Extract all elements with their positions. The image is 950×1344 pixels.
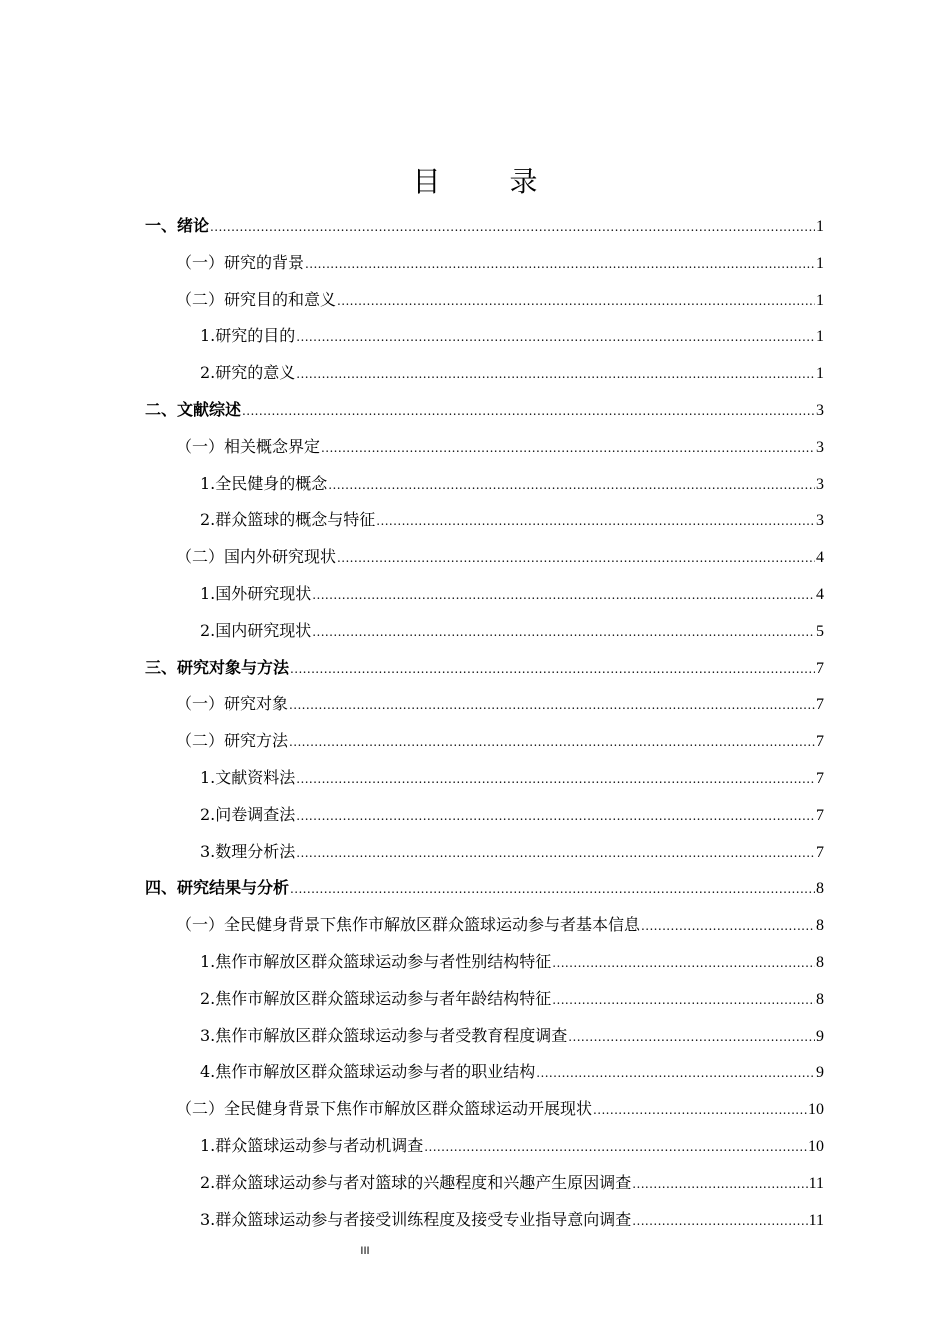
toc-entry-label: 四、研究结果与分析 — [145, 878, 290, 898]
toc-entry[interactable] — [0, 797, 824, 834]
toc-entry-page-number: 5 — [816, 622, 824, 640]
toc-entry-label: 1.全民健身的概念 — [200, 473, 328, 493]
toc-entry[interactable] — [0, 355, 824, 392]
toc-entry[interactable] — [0, 1091, 824, 1128]
toc-entry-page-number: 8 — [816, 880, 824, 898]
toc-entry-label: 3.群众篮球运动参与者接受训练程度及接受专业指导意向调查 — [200, 1209, 632, 1229]
dot-leader — [376, 502, 815, 540]
dot-leader — [337, 282, 815, 320]
dot-leader — [242, 392, 815, 430]
dot-leader — [552, 944, 815, 982]
dot-leader — [424, 1128, 807, 1166]
toc-entry-label: 2.国内研究现状 — [200, 620, 312, 640]
toc-entry[interactable] — [0, 870, 824, 907]
toc-entry[interactable] — [0, 1165, 824, 1202]
toc-entry-page-number: 3 — [816, 401, 824, 419]
dot-leader — [296, 797, 815, 835]
toc-entry[interactable] — [0, 834, 824, 871]
toc-entry[interactable] — [0, 907, 824, 944]
toc-entry-page-number: 7 — [816, 696, 824, 714]
toc-entry-label: （二）全民健身背景下焦作市解放区群众篮球运动开展现状 — [176, 1099, 593, 1119]
dot-leader — [305, 245, 815, 283]
toc-entry-label: 1.研究的目的 — [200, 326, 296, 346]
toc-entry[interactable] — [0, 1202, 824, 1239]
toc-entry-page-number: 9 — [816, 1027, 824, 1045]
dot-leader — [321, 429, 815, 467]
toc-entry-label: 4.焦作市解放区群众篮球运动参与者的职业结构 — [200, 1062, 536, 1082]
toc-entry[interactable] — [0, 1128, 824, 1165]
toc-entry-label: （二）研究方法 — [176, 731, 289, 751]
toc-entry-label: 2.问卷调查法 — [200, 804, 296, 824]
toc-entry-page-number: 1 — [816, 365, 824, 383]
toc-entry[interactable] — [0, 282, 824, 319]
toc-entry[interactable] — [0, 981, 824, 1018]
toc-entry-label: 三、研究对象与方法 — [145, 657, 290, 677]
toc-entry-label: （一）研究的背景 — [176, 252, 305, 272]
toc-entry[interactable] — [0, 466, 824, 503]
toc-entry-label: （二）国内外研究现状 — [176, 547, 337, 567]
toc-entry[interactable] — [0, 576, 824, 613]
dot-leader — [641, 907, 815, 945]
toc-entry-label: 2.研究的意义 — [200, 363, 296, 383]
toc-entry-page-number: 4 — [816, 585, 824, 603]
toc-entry-page-number: 3 — [816, 475, 824, 493]
toc-entry-page-number: 3 — [816, 438, 824, 456]
toc-entry-label: 2.群众篮球运动参与者对篮球的兴趣程度和兴趣产生原因调查 — [200, 1172, 632, 1192]
toc-entry[interactable] — [0, 760, 824, 797]
table-of-contents — [0, 208, 950, 1238]
dot-leader — [210, 208, 815, 246]
dot-leader — [568, 1018, 815, 1056]
dot-leader — [552, 981, 815, 1019]
toc-entry-label: 2.群众篮球的概念与特征 — [200, 510, 376, 530]
dot-leader — [593, 1091, 807, 1129]
toc-entry-page-number: 11 — [808, 1211, 824, 1229]
toc-entry-page-number: 7 — [816, 843, 824, 861]
dot-leader — [536, 1054, 815, 1092]
toc-entry[interactable] — [0, 208, 824, 245]
dot-leader — [296, 760, 815, 798]
toc-entry-page-number: 7 — [816, 806, 824, 824]
dot-leader — [290, 870, 815, 908]
toc-entry-page-number: 1 — [816, 328, 824, 346]
toc-entry-page-number: 4 — [816, 549, 824, 567]
toc-entry-label: （一）相关概念界定 — [176, 436, 321, 456]
dot-leader — [290, 650, 815, 688]
toc-entry[interactable] — [0, 392, 824, 429]
dot-leader — [289, 686, 815, 724]
dot-leader — [296, 834, 815, 872]
toc-entry-label: 2.焦作市解放区群众篮球运动参与者年龄结构特征 — [200, 988, 552, 1008]
toc-entry[interactable] — [0, 686, 824, 723]
toc-entry-label: 1.群众篮球运动参与者动机调查 — [200, 1135, 424, 1155]
dot-leader — [312, 613, 815, 651]
toc-entry[interactable] — [0, 944, 824, 981]
toc-entry-label: （二）研究目的和意义 — [176, 289, 337, 309]
toc-entry[interactable] — [0, 1018, 824, 1055]
toc-entry[interactable] — [0, 1054, 824, 1091]
toc-entry-page-number: 7 — [816, 733, 824, 751]
toc-entry-label: 1.焦作市解放区群众篮球运动参与者性别结构特征 — [200, 951, 552, 971]
page-title: 目 录 — [412, 164, 568, 198]
toc-entry-label: （一）研究对象 — [176, 694, 289, 714]
toc-entry-page-number: 10 — [808, 1101, 824, 1119]
toc-entry-page-number: 1 — [816, 291, 824, 309]
dot-leader — [328, 466, 815, 504]
toc-entry[interactable] — [0, 650, 824, 687]
toc-entry-page-number: 10 — [808, 1137, 824, 1155]
toc-entry-page-number: 8 — [816, 917, 824, 935]
toc-entry-label: 一、绪论 — [145, 216, 210, 235]
toc-entry-page-number: 8 — [816, 990, 824, 1008]
toc-entry[interactable] — [0, 245, 824, 282]
toc-entry-label: 3.数理分析法 — [200, 841, 296, 861]
toc-entry-page-number: 3 — [816, 512, 824, 530]
toc-entry-label: 3.焦作市解放区群众篮球运动参与者受教育程度调查 — [200, 1025, 568, 1045]
toc-entry-page-number: 1 — [816, 254, 824, 272]
toc-entry[interactable] — [0, 613, 824, 650]
dot-leader — [296, 355, 815, 393]
toc-entry[interactable] — [0, 318, 824, 355]
toc-entry[interactable] — [0, 502, 824, 539]
dot-leader — [296, 318, 815, 356]
toc-entry-page-number: 1 — [816, 218, 824, 235]
toc-entry-page-number: 7 — [816, 659, 824, 677]
toc-entry-page-number: 11 — [808, 1174, 824, 1192]
dot-leader — [337, 539, 815, 577]
toc-entry[interactable] — [0, 723, 824, 760]
toc-entry-page-number: 9 — [816, 1064, 824, 1082]
toc-entry-label: 二、文献综述 — [145, 399, 242, 419]
toc-entry[interactable] — [0, 429, 824, 466]
toc-entry-page-number: 8 — [816, 953, 824, 971]
toc-entry-page-number: 7 — [816, 769, 824, 787]
toc-entry-label: 1.国外研究现状 — [200, 583, 312, 603]
dot-leader — [312, 576, 815, 614]
dot-leader — [632, 1202, 807, 1240]
page-number-footer: III — [360, 1245, 370, 1257]
dot-leader — [632, 1165, 807, 1203]
toc-entry-label: 1.文献资料法 — [200, 767, 296, 787]
toc-entry[interactable] — [0, 539, 824, 576]
dot-leader — [289, 723, 815, 761]
toc-entry-label: （一）全民健身背景下焦作市解放区群众篮球运动参与者基本信息 — [176, 915, 641, 935]
